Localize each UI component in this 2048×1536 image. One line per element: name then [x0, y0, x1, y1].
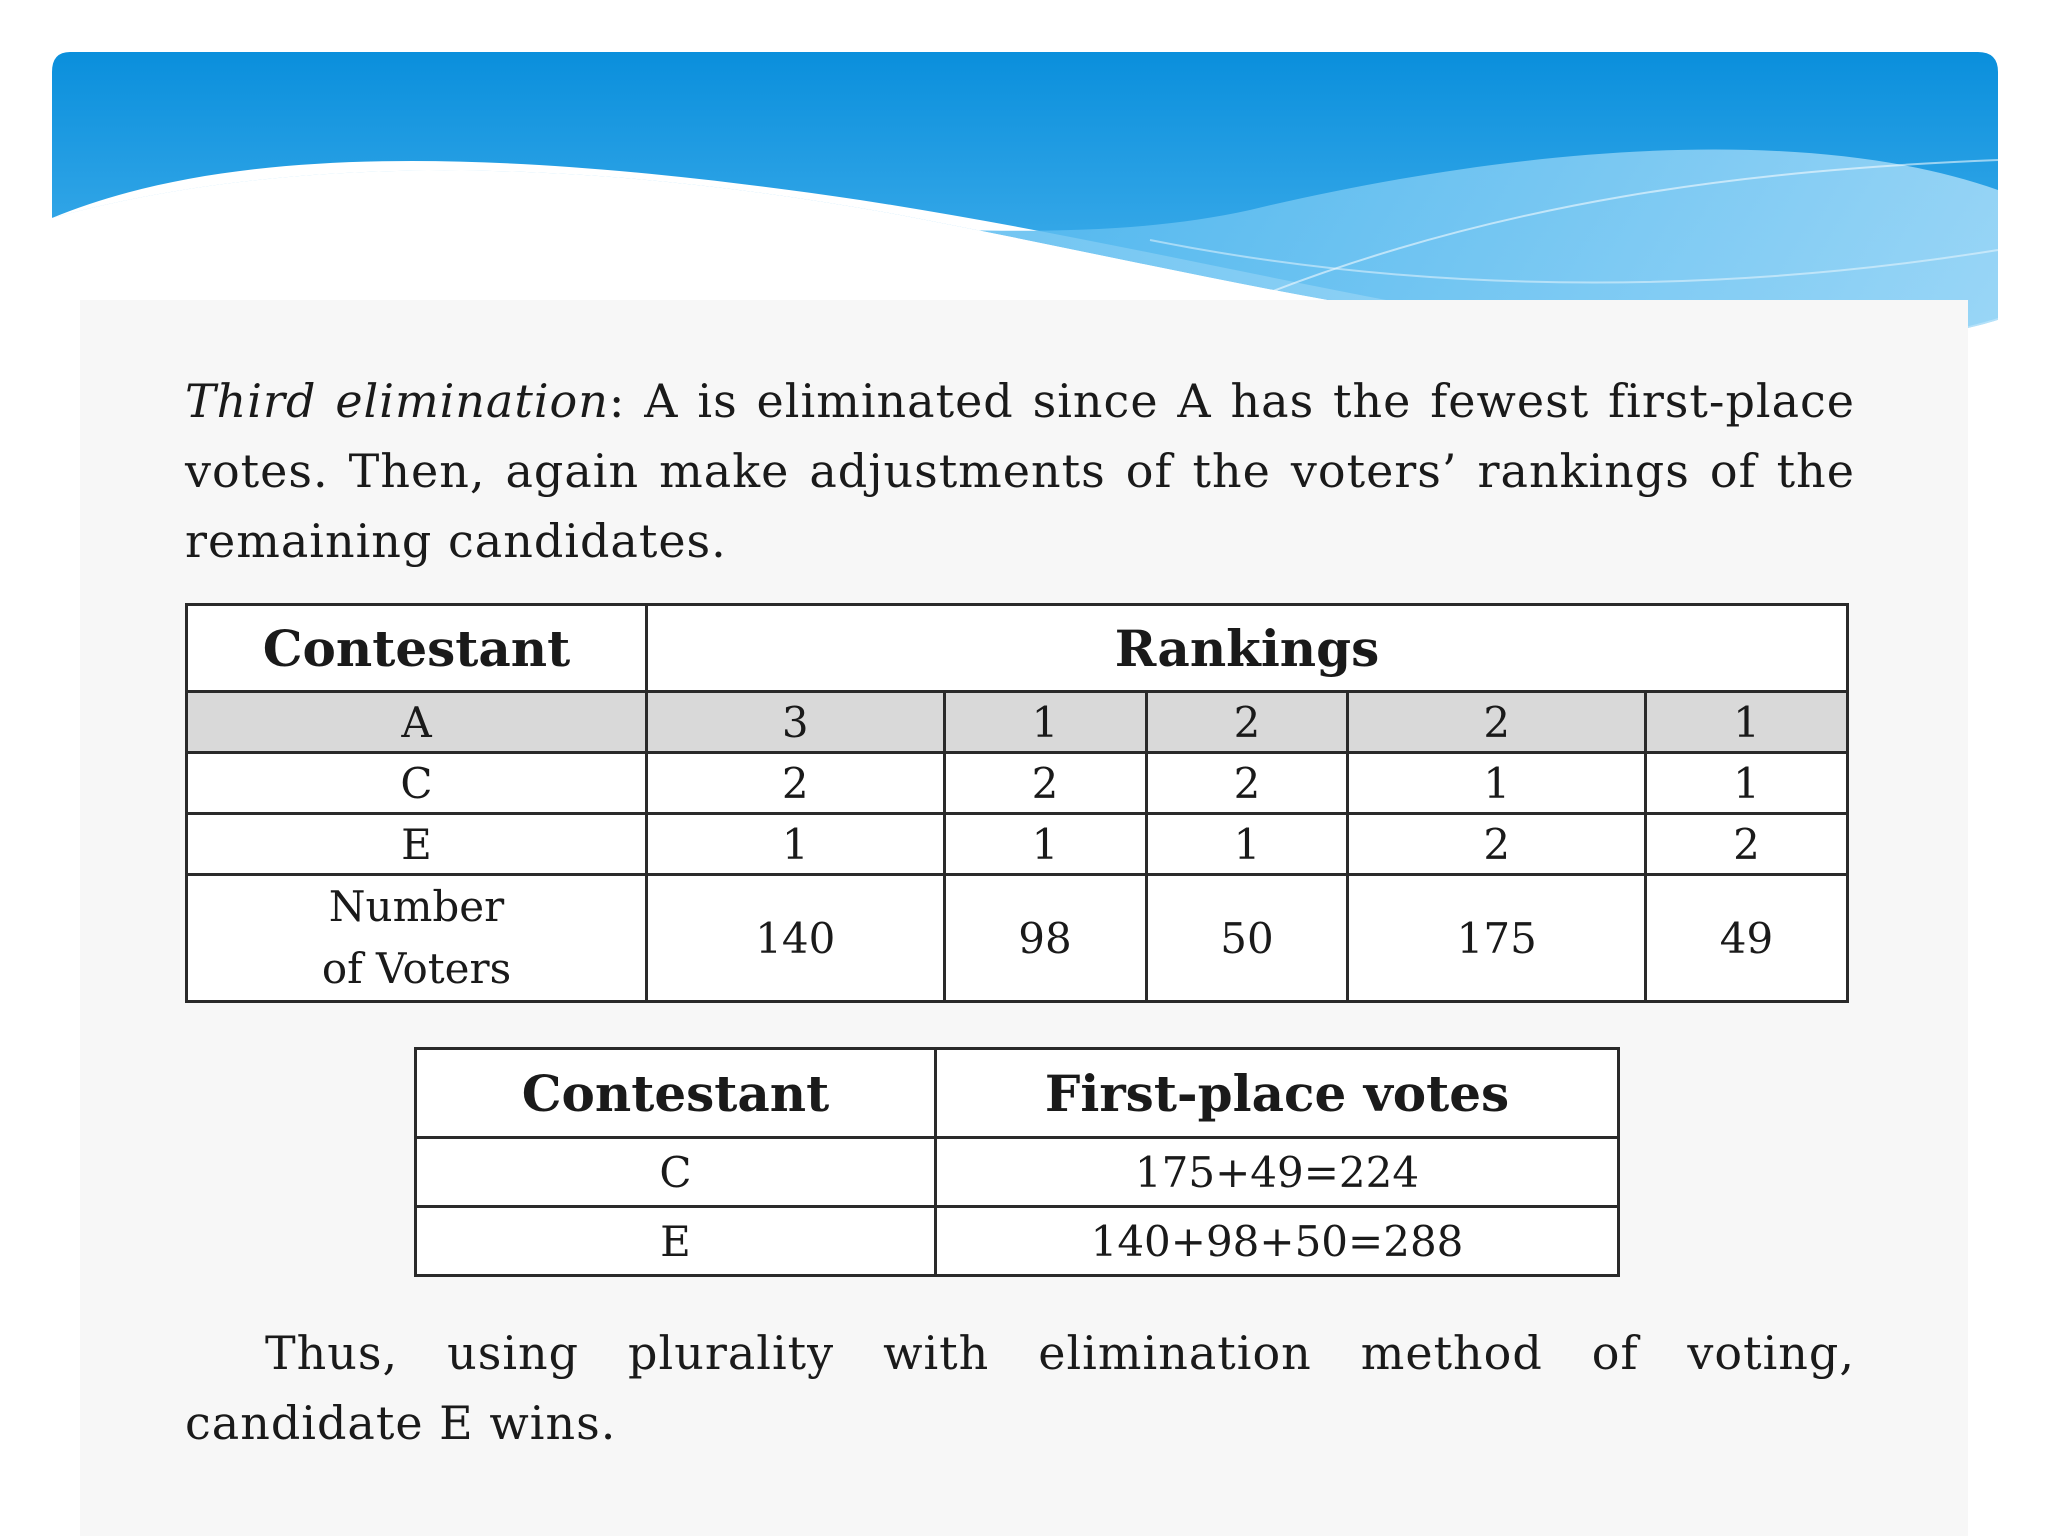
header-contestant: Contestant	[416, 1049, 936, 1138]
table-row	[187, 753, 1848, 814]
header-contestant: Contestant	[187, 605, 647, 692]
intro-lead-italic: Third elimination	[185, 374, 609, 428]
header-first-place-votes: First-place votes	[936, 1049, 1619, 1138]
rank-cell: 2	[1348, 814, 1646, 875]
intro-paragraph	[185, 366, 1855, 576]
votes-cell: 175+49=224	[936, 1138, 1619, 1207]
rank-cell: 2	[1146, 753, 1348, 814]
rank-cell: 1	[1646, 692, 1848, 753]
rank-cell: 1	[944, 814, 1146, 875]
rank-cell: 1	[1146, 814, 1348, 875]
row-contestant: A	[187, 692, 647, 753]
rank-cell: 1	[944, 692, 1146, 753]
rank-cell: 2	[1348, 692, 1646, 753]
row-contestant: C	[187, 753, 647, 814]
voters-cell: 175	[1348, 875, 1646, 1002]
first-place-header-row	[416, 1049, 1619, 1138]
row-contestant: E	[416, 1207, 936, 1276]
rank-cell: 2	[944, 753, 1146, 814]
rank-cell: 2	[1146, 692, 1348, 753]
voters-label-line1: Number	[328, 882, 505, 931]
row-contestant: E	[187, 814, 647, 875]
voters-label-line2: of Voters	[321, 944, 512, 993]
rank-cell: 2	[1646, 814, 1848, 875]
rank-cell: 1	[1646, 753, 1848, 814]
voters-row	[187, 875, 1848, 1002]
table-row	[416, 1207, 1619, 1276]
conclusion-paragraph: Thus, using plurality with elimination method of voting, candidate E wins.	[185, 1326, 1855, 1450]
table-row	[187, 692, 1848, 753]
rank-cell: 1	[647, 814, 945, 875]
header-rankings: Rankings	[647, 605, 1848, 692]
rank-cell: 1	[1348, 753, 1646, 814]
votes-cell: 140+98+50=288	[936, 1207, 1619, 1276]
row-contestant: C	[416, 1138, 936, 1207]
first-place-votes-table	[414, 1047, 1620, 1277]
rankings-table	[185, 603, 1849, 1003]
voters-cell: 140	[647, 875, 945, 1002]
table-row	[416, 1138, 1619, 1207]
voters-cell: 49	[1646, 875, 1848, 1002]
voters-label	[187, 875, 647, 1002]
table-row	[187, 814, 1848, 875]
rank-cell: 2	[647, 753, 945, 814]
rankings-header-row	[187, 605, 1848, 692]
rank-cell: 3	[647, 692, 945, 753]
voters-cell: 98	[944, 875, 1146, 1002]
intro-text: : A is eliminated since A has the fewest first-place votes. Then, again make adjustments of the voters’ rankings of the remaining candidates.	[185, 374, 1856, 568]
voters-cell: 50	[1146, 875, 1348, 1002]
